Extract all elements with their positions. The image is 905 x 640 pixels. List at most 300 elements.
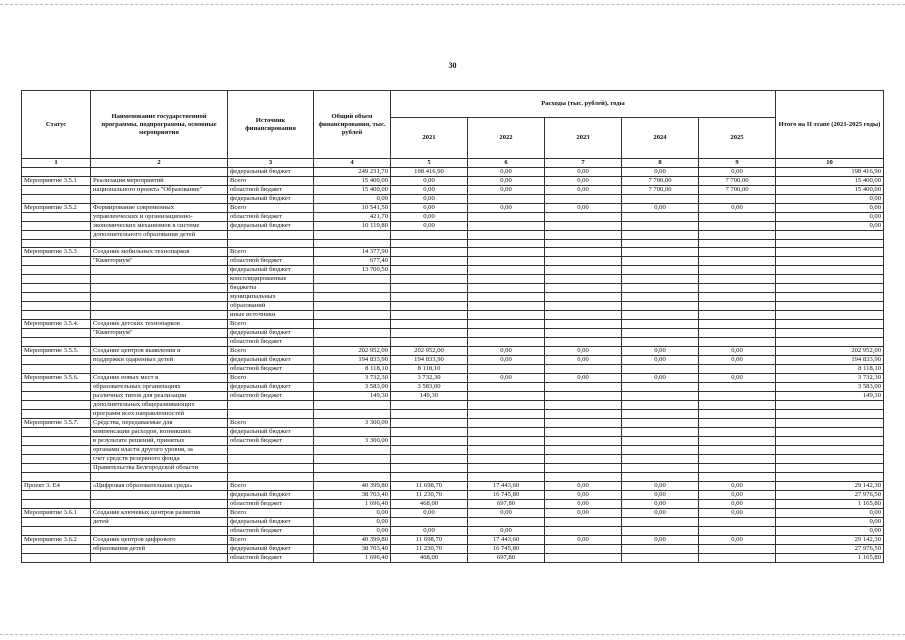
- source-cell: [228, 240, 314, 248]
- year-2022-cell: 0,00: [468, 508, 545, 517]
- year-2022-cell: [468, 240, 545, 248]
- year-2023-cell: [545, 446, 622, 455]
- table-row: [22, 266, 884, 275]
- name-cell: национального проекта "Образование": [91, 186, 228, 195]
- name-cell: [91, 473, 228, 481]
- stage-total-cell: [776, 266, 884, 275]
- year-2021-cell: 8 118,10: [391, 365, 468, 374]
- total-cell: 249 231,70: [314, 168, 391, 177]
- year-2022-cell: [468, 410, 545, 419]
- year-2025-cell: [699, 275, 776, 284]
- stage-total-cell: [776, 437, 884, 446]
- source-cell: иные источники: [228, 311, 314, 320]
- year-2021-cell: 0,00: [391, 177, 468, 186]
- scan-edge-top: [0, 4, 905, 5]
- year-2025-cell: [699, 231, 776, 240]
- year-2025-cell: [699, 293, 776, 302]
- table-row: [22, 517, 884, 526]
- year-2021-cell: 202 952,00: [391, 347, 468, 356]
- stage-total-cell: [776, 302, 884, 311]
- source-cell: Всего: [228, 320, 314, 329]
- source-cell: Всего: [228, 204, 314, 213]
- year-2022-cell: 0,00: [468, 186, 545, 195]
- status-cell: [22, 257, 91, 266]
- source-cell: федеральный бюджет: [228, 222, 314, 231]
- year-2022-cell: [468, 517, 545, 526]
- name-cell: дополнительных общеразвивающих: [91, 401, 228, 410]
- year-2024-cell: 0,00: [622, 347, 699, 356]
- table-row: [22, 257, 884, 266]
- source-cell: федеральный бюджет: [228, 517, 314, 526]
- table-row: [22, 490, 884, 499]
- status-cell: Проект 3. Е4: [22, 481, 91, 490]
- year-2024-cell: [622, 311, 699, 320]
- year-2021-cell: 0,00: [391, 526, 468, 535]
- year-2025-cell: [699, 392, 776, 401]
- year-2022-cell: [468, 464, 545, 473]
- total-cell: [314, 338, 391, 347]
- total-cell: 3 732,30: [314, 374, 391, 383]
- table-row: [22, 231, 884, 240]
- year-2024-cell: 0,00: [622, 499, 699, 508]
- table-row: [22, 222, 884, 231]
- status-cell: [22, 293, 91, 302]
- year-2021-cell: [391, 338, 468, 347]
- table-row: [22, 535, 884, 544]
- year-2025-cell: 0,00: [699, 374, 776, 383]
- stage-total-cell: 0,00: [776, 517, 884, 526]
- source-cell: областной бюджет: [228, 365, 314, 374]
- year-2021-cell: 11 230,70: [391, 490, 468, 499]
- year-2024-cell: [622, 338, 699, 347]
- year-2022-cell: 17 443,60: [468, 481, 545, 490]
- year-2025-cell: [699, 240, 776, 248]
- stage-total-cell: 8 118,10: [776, 365, 884, 374]
- year-2022-cell: 0,00: [468, 204, 545, 213]
- year-2024-cell: [622, 526, 699, 535]
- year-2024-cell: [622, 446, 699, 455]
- status-cell: [22, 464, 91, 473]
- status-cell: Мероприятие 3.5.7.: [22, 419, 91, 428]
- name-cell: [91, 266, 228, 275]
- name-cell: [91, 168, 228, 177]
- column-number: 10: [776, 159, 884, 168]
- year-2022-cell: [468, 383, 545, 392]
- name-cell: счет средств резервного фонда: [91, 455, 228, 464]
- name-cell: [91, 195, 228, 204]
- year-2024-cell: [622, 320, 699, 329]
- year-2021-cell: 0,00: [391, 195, 468, 204]
- year-2024-cell: [622, 428, 699, 437]
- year-2023-cell: [545, 428, 622, 437]
- status-cell: [22, 526, 91, 535]
- table-row: [22, 311, 884, 320]
- table-row: [22, 240, 884, 248]
- year-2021-cell: [391, 419, 468, 428]
- table-row: [22, 195, 884, 204]
- year-2024-cell: [622, 392, 699, 401]
- year-2022-cell: 0,00: [468, 526, 545, 535]
- stage-total-cell: [776, 455, 884, 464]
- year-2024-cell: [622, 473, 699, 481]
- total-cell: 15 400,00: [314, 186, 391, 195]
- stage-total-cell: 27 976,50: [776, 490, 884, 499]
- total-cell: 38 703,40: [314, 490, 391, 499]
- header-name: Наименование государственной программы, подпрограммы, основные мероприятия: [91, 91, 228, 159]
- status-cell: [22, 329, 91, 338]
- stage-total-cell: 0,00: [776, 526, 884, 535]
- year-2024-cell: [622, 257, 699, 266]
- year-2023-cell: [545, 455, 622, 464]
- year-2025-cell: [699, 195, 776, 204]
- name-cell: "Кванториум": [91, 329, 228, 338]
- table-row: [22, 437, 884, 446]
- year-2025-cell: 7 700,00: [699, 186, 776, 195]
- stage-total-cell: 29 142,30: [776, 535, 884, 544]
- year-2022-cell: 0,00: [468, 177, 545, 186]
- table-row: [22, 302, 884, 311]
- column-number: 8: [622, 159, 699, 168]
- column-number-row: [22, 159, 884, 168]
- year-2022-cell: [468, 248, 545, 257]
- header-stage-total: Итого на II этапе (2021-2025 годы): [776, 91, 884, 159]
- name-cell: [91, 526, 228, 535]
- year-2024-cell: [622, 266, 699, 275]
- status-cell: [22, 186, 91, 195]
- stage-total-cell: 198 416,90: [776, 168, 884, 177]
- name-cell: Формирование современных: [91, 204, 228, 213]
- total-cell: [314, 293, 391, 302]
- year-2024-cell: [622, 302, 699, 311]
- source-cell: областной бюджет: [228, 499, 314, 508]
- year-2025-cell: [699, 526, 776, 535]
- stage-total-cell: [776, 410, 884, 419]
- total-cell: [314, 329, 391, 338]
- stage-total-cell: 0,00: [776, 195, 884, 204]
- total-cell: 40 399,80: [314, 535, 391, 544]
- year-2021-cell: 11 698,70: [391, 481, 468, 490]
- year-2021-cell: [391, 311, 468, 320]
- header-year: 2024: [622, 118, 699, 159]
- table-row: [22, 320, 884, 329]
- column-number: 2: [91, 159, 228, 168]
- total-cell: 38 703,40: [314, 544, 391, 553]
- source-cell: [228, 401, 314, 410]
- year-2022-cell: [468, 302, 545, 311]
- status-cell: [22, 544, 91, 553]
- status-cell: Мероприятие 3.5.5.: [22, 347, 91, 356]
- year-2025-cell: [699, 464, 776, 473]
- column-number: 1: [22, 159, 91, 168]
- year-2025-cell: [699, 473, 776, 481]
- year-2025-cell: [699, 266, 776, 275]
- year-2021-cell: 3 732,30: [391, 374, 468, 383]
- stage-total-cell: 3 583,00: [776, 383, 884, 392]
- year-2021-cell: [391, 293, 468, 302]
- year-2021-cell: [391, 257, 468, 266]
- status-cell: [22, 168, 91, 177]
- name-cell: [91, 499, 228, 508]
- year-2022-cell: 16 745,80: [468, 544, 545, 553]
- column-number: 7: [545, 159, 622, 168]
- year-2025-cell: [699, 284, 776, 293]
- year-2025-cell: [699, 383, 776, 392]
- year-2024-cell: 0,00: [622, 508, 699, 517]
- year-2023-cell: [545, 311, 622, 320]
- stage-total-cell: [776, 320, 884, 329]
- status-cell: [22, 553, 91, 562]
- table-row: [22, 544, 884, 553]
- year-2023-cell: 0,00: [545, 186, 622, 195]
- source-cell: областной бюджет: [228, 186, 314, 195]
- year-2023-cell: 0,00: [545, 499, 622, 508]
- status-cell: Мероприятие 3.6.2: [22, 535, 91, 544]
- source-cell: федеральный бюджет: [228, 490, 314, 499]
- year-2025-cell: [699, 446, 776, 455]
- status-cell: [22, 195, 91, 204]
- source-cell: Всего: [228, 374, 314, 383]
- stage-total-cell: 202 952,00: [776, 347, 884, 356]
- name-cell: [91, 284, 228, 293]
- year-2025-cell: [699, 311, 776, 320]
- year-2024-cell: [622, 544, 699, 553]
- year-2023-cell: 0,00: [545, 168, 622, 177]
- stage-total-cell: 15 400,00: [776, 186, 884, 195]
- status-cell: Мероприятие 3.5.2: [22, 204, 91, 213]
- table-row: [22, 177, 884, 186]
- total-cell: [314, 410, 391, 419]
- source-cell: областной бюджет: [228, 213, 314, 222]
- header-status: Статус: [22, 91, 91, 159]
- stage-total-cell: [776, 231, 884, 240]
- stage-total-cell: 149,30: [776, 392, 884, 401]
- stage-total-cell: 15 400,00: [776, 177, 884, 186]
- stage-total-cell: [776, 419, 884, 428]
- status-cell: [22, 473, 91, 481]
- year-2024-cell: [622, 401, 699, 410]
- stage-total-cell: [776, 275, 884, 284]
- status-cell: [22, 222, 91, 231]
- year-2023-cell: [545, 222, 622, 231]
- name-cell: Создание центров цифрового: [91, 535, 228, 544]
- table-row: [22, 499, 884, 508]
- year-2025-cell: [699, 320, 776, 329]
- year-2021-cell: 0,00: [391, 204, 468, 213]
- total-cell: 0,00: [314, 195, 391, 204]
- year-2021-cell: [391, 437, 468, 446]
- name-cell: Создание ключевых центров развития: [91, 508, 228, 517]
- column-number: 9: [699, 159, 776, 168]
- status-cell: Мероприятие 3.5.4.: [22, 320, 91, 329]
- stage-total-cell: 27 976,50: [776, 544, 884, 553]
- status-cell: [22, 517, 91, 526]
- total-cell: [314, 455, 391, 464]
- year-2021-cell: [391, 473, 468, 481]
- year-2024-cell: [622, 517, 699, 526]
- source-cell: федеральный бюджет: [228, 329, 314, 338]
- year-2022-cell: [468, 365, 545, 374]
- status-cell: [22, 410, 91, 419]
- stage-total-cell: [776, 240, 884, 248]
- year-2022-cell: 0,00: [468, 374, 545, 383]
- year-2022-cell: [468, 338, 545, 347]
- year-2023-cell: [545, 284, 622, 293]
- year-2023-cell: [545, 231, 622, 240]
- name-cell: [91, 365, 228, 374]
- total-cell: 1 696,40: [314, 553, 391, 562]
- name-cell: [91, 490, 228, 499]
- table-row: [22, 365, 884, 374]
- source-cell: областной бюджет: [228, 526, 314, 535]
- year-2021-cell: 468,00: [391, 553, 468, 562]
- column-number: 5: [391, 159, 468, 168]
- year-2022-cell: [468, 320, 545, 329]
- name-cell: поддержки одаренных детей: [91, 356, 228, 365]
- year-2023-cell: [545, 302, 622, 311]
- source-cell: областной бюджет: [228, 392, 314, 401]
- name-cell: [91, 311, 228, 320]
- year-2022-cell: [468, 419, 545, 428]
- status-cell: [22, 428, 91, 437]
- total-cell: [314, 320, 391, 329]
- year-2023-cell: [545, 240, 622, 248]
- year-2025-cell: 0,00: [699, 168, 776, 177]
- name-cell: различных типов для реализации: [91, 392, 228, 401]
- year-2024-cell: 0,00: [622, 481, 699, 490]
- header-year: 2025: [699, 118, 776, 159]
- table-row: [22, 455, 884, 464]
- name-cell: [91, 275, 228, 284]
- source-cell: бюджеты: [228, 284, 314, 293]
- stage-total-cell: 3 732,30: [776, 374, 884, 383]
- name-cell: "Кванториум": [91, 257, 228, 266]
- source-cell: областной бюджет: [228, 257, 314, 266]
- year-2021-cell: 194 833,90: [391, 356, 468, 365]
- table-row: [22, 410, 884, 419]
- source-cell: федеральный бюджет: [228, 383, 314, 392]
- table-row: [22, 356, 884, 365]
- year-2021-cell: 0,00: [391, 508, 468, 517]
- year-2022-cell: [468, 284, 545, 293]
- year-2024-cell: 0,00: [622, 374, 699, 383]
- year-2021-cell: 3 583,00: [391, 383, 468, 392]
- year-2022-cell: [468, 195, 545, 204]
- year-2023-cell: 0,00: [545, 374, 622, 383]
- year-2024-cell: [622, 248, 699, 257]
- table-row: [22, 392, 884, 401]
- year-2025-cell: 0,00: [699, 508, 776, 517]
- year-2023-cell: 0,00: [545, 490, 622, 499]
- year-2023-cell: 0,00: [545, 535, 622, 544]
- table-row: [22, 329, 884, 338]
- total-cell: 3 300,00: [314, 419, 391, 428]
- name-cell: [91, 338, 228, 347]
- year-2025-cell: [699, 419, 776, 428]
- total-cell: [314, 231, 391, 240]
- source-cell: Всего: [228, 347, 314, 356]
- year-2021-cell: [391, 231, 468, 240]
- year-2022-cell: [468, 446, 545, 455]
- year-2025-cell: [699, 302, 776, 311]
- year-2021-cell: 149,30: [391, 392, 468, 401]
- year-2021-cell: [391, 266, 468, 275]
- year-2024-cell: [622, 464, 699, 473]
- table-row: [22, 383, 884, 392]
- year-2024-cell: [622, 329, 699, 338]
- year-2021-cell: [391, 446, 468, 455]
- status-cell: [22, 338, 91, 347]
- table-row: [22, 347, 884, 356]
- scan-edge-bottom: [0, 634, 905, 635]
- year-2024-cell: [622, 195, 699, 204]
- year-2025-cell: 0,00: [699, 481, 776, 490]
- name-cell: органами власти другого уровня, за: [91, 446, 228, 455]
- year-2022-cell: 16 745,80: [468, 490, 545, 499]
- source-cell: [228, 446, 314, 455]
- name-cell: образовательных организациях: [91, 383, 228, 392]
- source-cell: федеральный бюджет: [228, 544, 314, 553]
- year-2023-cell: 0,00: [545, 508, 622, 517]
- status-cell: [22, 302, 91, 311]
- year-2025-cell: 0,00: [699, 490, 776, 499]
- year-2024-cell: [622, 240, 699, 248]
- total-cell: 10 119,80: [314, 222, 391, 231]
- year-2021-cell: [391, 248, 468, 257]
- total-cell: [314, 275, 391, 284]
- column-number: 4: [314, 159, 391, 168]
- table-row: [22, 204, 884, 213]
- stage-total-cell: [776, 329, 884, 338]
- year-2025-cell: [699, 329, 776, 338]
- status-cell: Мероприятие 3.5.6.: [22, 374, 91, 383]
- status-cell: [22, 365, 91, 374]
- year-2022-cell: 0,00: [468, 347, 545, 356]
- name-cell: программ всех направленностей: [91, 410, 228, 419]
- total-cell: [314, 446, 391, 455]
- year-2021-cell: 0,00: [391, 222, 468, 231]
- stage-total-cell: [776, 311, 884, 320]
- status-cell: [22, 446, 91, 455]
- year-2022-cell: [468, 293, 545, 302]
- name-cell: [91, 240, 228, 248]
- year-2025-cell: [699, 410, 776, 419]
- total-cell: [314, 240, 391, 248]
- header-year: 2022: [468, 118, 545, 159]
- status-cell: [22, 275, 91, 284]
- total-cell: 0,00: [314, 526, 391, 535]
- total-cell: 3 583,00: [314, 383, 391, 392]
- year-2024-cell: [622, 553, 699, 562]
- year-2021-cell: 198 416,90: [391, 168, 468, 177]
- year-2024-cell: [622, 365, 699, 374]
- year-2021-cell: 11 698,70: [391, 535, 468, 544]
- total-cell: 15 400,00: [314, 177, 391, 186]
- year-2024-cell: 0,00: [622, 490, 699, 499]
- year-2024-cell: [622, 410, 699, 419]
- table-row: [22, 248, 884, 257]
- column-number: 6: [468, 159, 545, 168]
- year-2022-cell: [468, 231, 545, 240]
- status-cell: [22, 266, 91, 275]
- year-2022-cell: [468, 455, 545, 464]
- table-row: [22, 338, 884, 347]
- total-cell: 8 118,10: [314, 365, 391, 374]
- total-cell: 0,00: [314, 517, 391, 526]
- table-row: [22, 464, 884, 473]
- year-2021-cell: [391, 428, 468, 437]
- table-row: [22, 428, 884, 437]
- table-row: [22, 374, 884, 383]
